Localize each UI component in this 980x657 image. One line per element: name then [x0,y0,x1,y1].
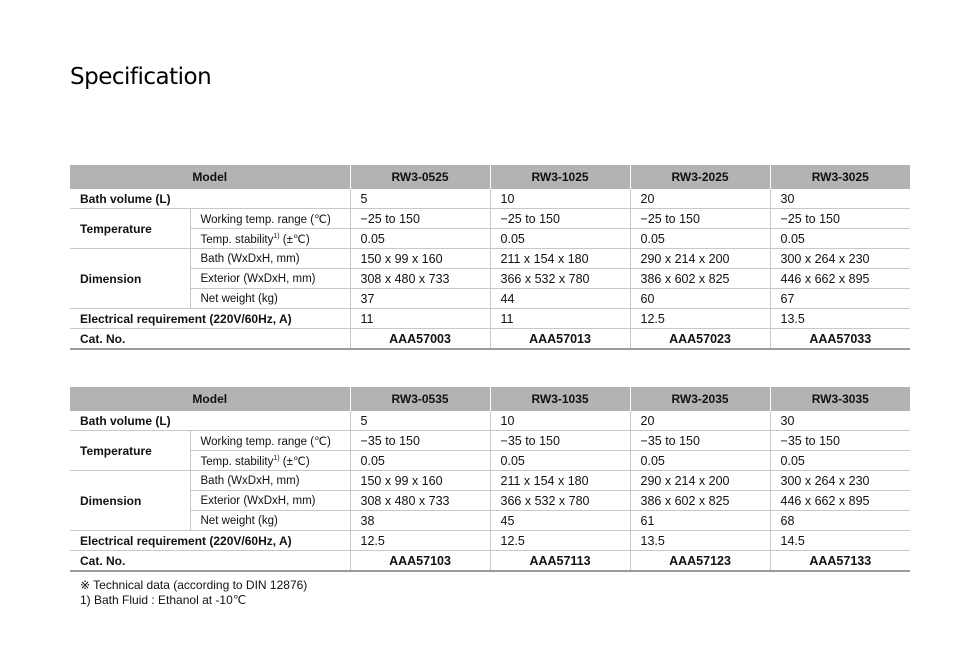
table-row [70,411,910,431]
table-row [70,229,910,249]
group-label-dimension: Dimension [70,249,190,309]
cat-no-cell: AAA57123 [630,551,770,572]
table-cell: 11 [350,309,490,329]
table-cell: 20 [630,189,770,209]
label-text: Temp. stability [200,455,274,468]
table-cell: 446 x 662 x 895 [770,491,910,511]
table-cell: 10 [490,411,630,431]
cat-no-cell: AAA57013 [490,329,630,350]
model-column-header: RW3-0535 [350,387,490,411]
table-cell: 386 x 602 x 825 [630,491,770,511]
table-cell: 61 [630,511,770,531]
table-cell: 300 x 264 x 230 [770,471,910,491]
table-cell: 13.5 [770,309,910,329]
table-cell: 12.5 [630,309,770,329]
row-label-net-weight: Net weight (kg) [190,511,350,531]
table-row [70,329,910,350]
table-cell: −35 to 150 [490,431,630,451]
table-cell: 308 x 480 x 733 [350,491,490,511]
row-label-exterior-dim: Exterior (WxDxH, mm) [190,269,350,289]
table-cell: 150 x 99 x 160 [350,249,490,269]
header-row [70,387,910,411]
table-cell: 44 [490,289,630,309]
cat-no-cell: AAA57003 [350,329,490,350]
table-cell: 300 x 264 x 230 [770,249,910,269]
header-row [70,165,910,189]
model-column-header: RW3-3025 [770,165,910,189]
label-unit: (±℃) [279,233,310,246]
table-cell: 0.05 [770,451,910,471]
table-row [70,491,910,511]
table-cell: 12.5 [350,531,490,551]
model-header: Model [70,165,350,189]
model-column-header: RW3-2025 [630,165,770,189]
table-cell: 5 [350,411,490,431]
table-cell: 446 x 662 x 895 [770,269,910,289]
table-cell: 20 [630,411,770,431]
spec-table-1 [70,165,910,350]
model-column-header: RW3-1035 [490,387,630,411]
table-cell: 14.5 [770,531,910,551]
row-label-temp-stability [190,229,350,249]
table-cell: 12.5 [490,531,630,551]
table-cell: 5 [350,189,490,209]
table-cell: 0.05 [350,229,490,249]
label-unit: (±℃) [279,455,310,468]
table-cell: 0.05 [630,229,770,249]
label-text: Temp. stability [200,233,274,246]
row-label-cat-no: Cat. No. [70,329,350,350]
cat-no-cell: AAA57133 [770,551,910,572]
table-cell: 60 [630,289,770,309]
table-row [70,209,910,229]
table-cell: 68 [770,511,910,531]
table-cell: −35 to 150 [350,431,490,451]
table-cell: 30 [770,189,910,209]
table-cell: 290 x 214 x 200 [630,249,770,269]
footnote-marker: 1) [273,454,280,462]
table-row [70,471,910,491]
table-cell: 0.05 [490,229,630,249]
table-row [70,531,910,551]
footnotes [80,578,307,608]
table-row [70,431,910,451]
cat-no-cell: AAA57103 [350,551,490,572]
footnote-marker: 1) [273,232,280,240]
table-cell: 211 x 154 x 180 [490,471,630,491]
cat-no-cell: AAA57113 [490,551,630,572]
table-row [70,511,910,531]
table-cell: 0.05 [350,451,490,471]
table-cell: 290 x 214 x 200 [630,471,770,491]
table-cell: −35 to 150 [630,431,770,451]
table-cell: 30 [770,411,910,431]
table-cell: 211 x 154 x 180 [490,249,630,269]
row-label-bath-volume: Bath volume (L) [70,189,350,209]
note-bath-fluid: 1) Bath Fluid : Ethanol at -10℃ [80,593,247,607]
row-label-net-weight: Net weight (kg) [190,289,350,309]
cat-no-cell: AAA57033 [770,329,910,350]
table-row [70,551,910,572]
row-label-bath-volume: Bath volume (L) [70,411,350,431]
group-label-dimension: Dimension [70,471,190,531]
table-row [70,189,910,209]
row-label-bath-dim: Bath (WxDxH, mm) [190,471,350,491]
note-technical-data: ※ Technical data (according to DIN 12876) [80,578,308,592]
table-cell: −35 to 150 [770,431,910,451]
table-row [70,249,910,269]
table-cell: 150 x 99 x 160 [350,471,490,491]
model-column-header: RW3-1025 [490,165,630,189]
row-label-cat-no: Cat. No. [70,551,350,572]
cat-no-cell: AAA57023 [630,329,770,350]
table-cell: 37 [350,289,490,309]
row-label-working-temp: Working temp. range (℃) [190,209,350,229]
row-label-working-temp: Working temp. range (℃) [190,431,350,451]
spec-table-2 [70,387,910,572]
table-cell: 11 [490,309,630,329]
model-column-header: RW3-0525 [350,165,490,189]
row-label-electrical: Electrical requirement (220V/60Hz, A) [70,309,350,329]
page-title: Specification [70,64,212,90]
table-row [70,269,910,289]
row-label-electrical: Electrical requirement (220V/60Hz, A) [70,531,350,551]
table-row [70,451,910,471]
table-row [70,309,910,329]
table-row [70,289,910,309]
table-cell: 366 x 532 x 780 [490,491,630,511]
group-label-temperature: Temperature [70,209,190,249]
table-cell: 45 [490,511,630,531]
table-cell: 366 x 532 x 780 [490,269,630,289]
model-column-header: RW3-2035 [630,387,770,411]
model-column-header: RW3-3035 [770,387,910,411]
row-label-bath-dim: Bath (WxDxH, mm) [190,249,350,269]
table-cell: 38 [350,511,490,531]
row-label-temp-stability [190,451,350,471]
table-cell: −25 to 150 [490,209,630,229]
table-cell: −25 to 150 [770,209,910,229]
table-cell: −25 to 150 [630,209,770,229]
table-cell: 10 [490,189,630,209]
table-cell: −25 to 150 [350,209,490,229]
table-cell: 0.05 [630,451,770,471]
table-cell: 386 x 602 x 825 [630,269,770,289]
table-cell: 0.05 [770,229,910,249]
table-cell: 0.05 [490,451,630,471]
group-label-temperature: Temperature [70,431,190,471]
table-cell: 13.5 [630,531,770,551]
table-cell: 67 [770,289,910,309]
model-header: Model [70,387,350,411]
table-cell: 308 x 480 x 733 [350,269,490,289]
row-label-exterior-dim: Exterior (WxDxH, mm) [190,491,350,511]
